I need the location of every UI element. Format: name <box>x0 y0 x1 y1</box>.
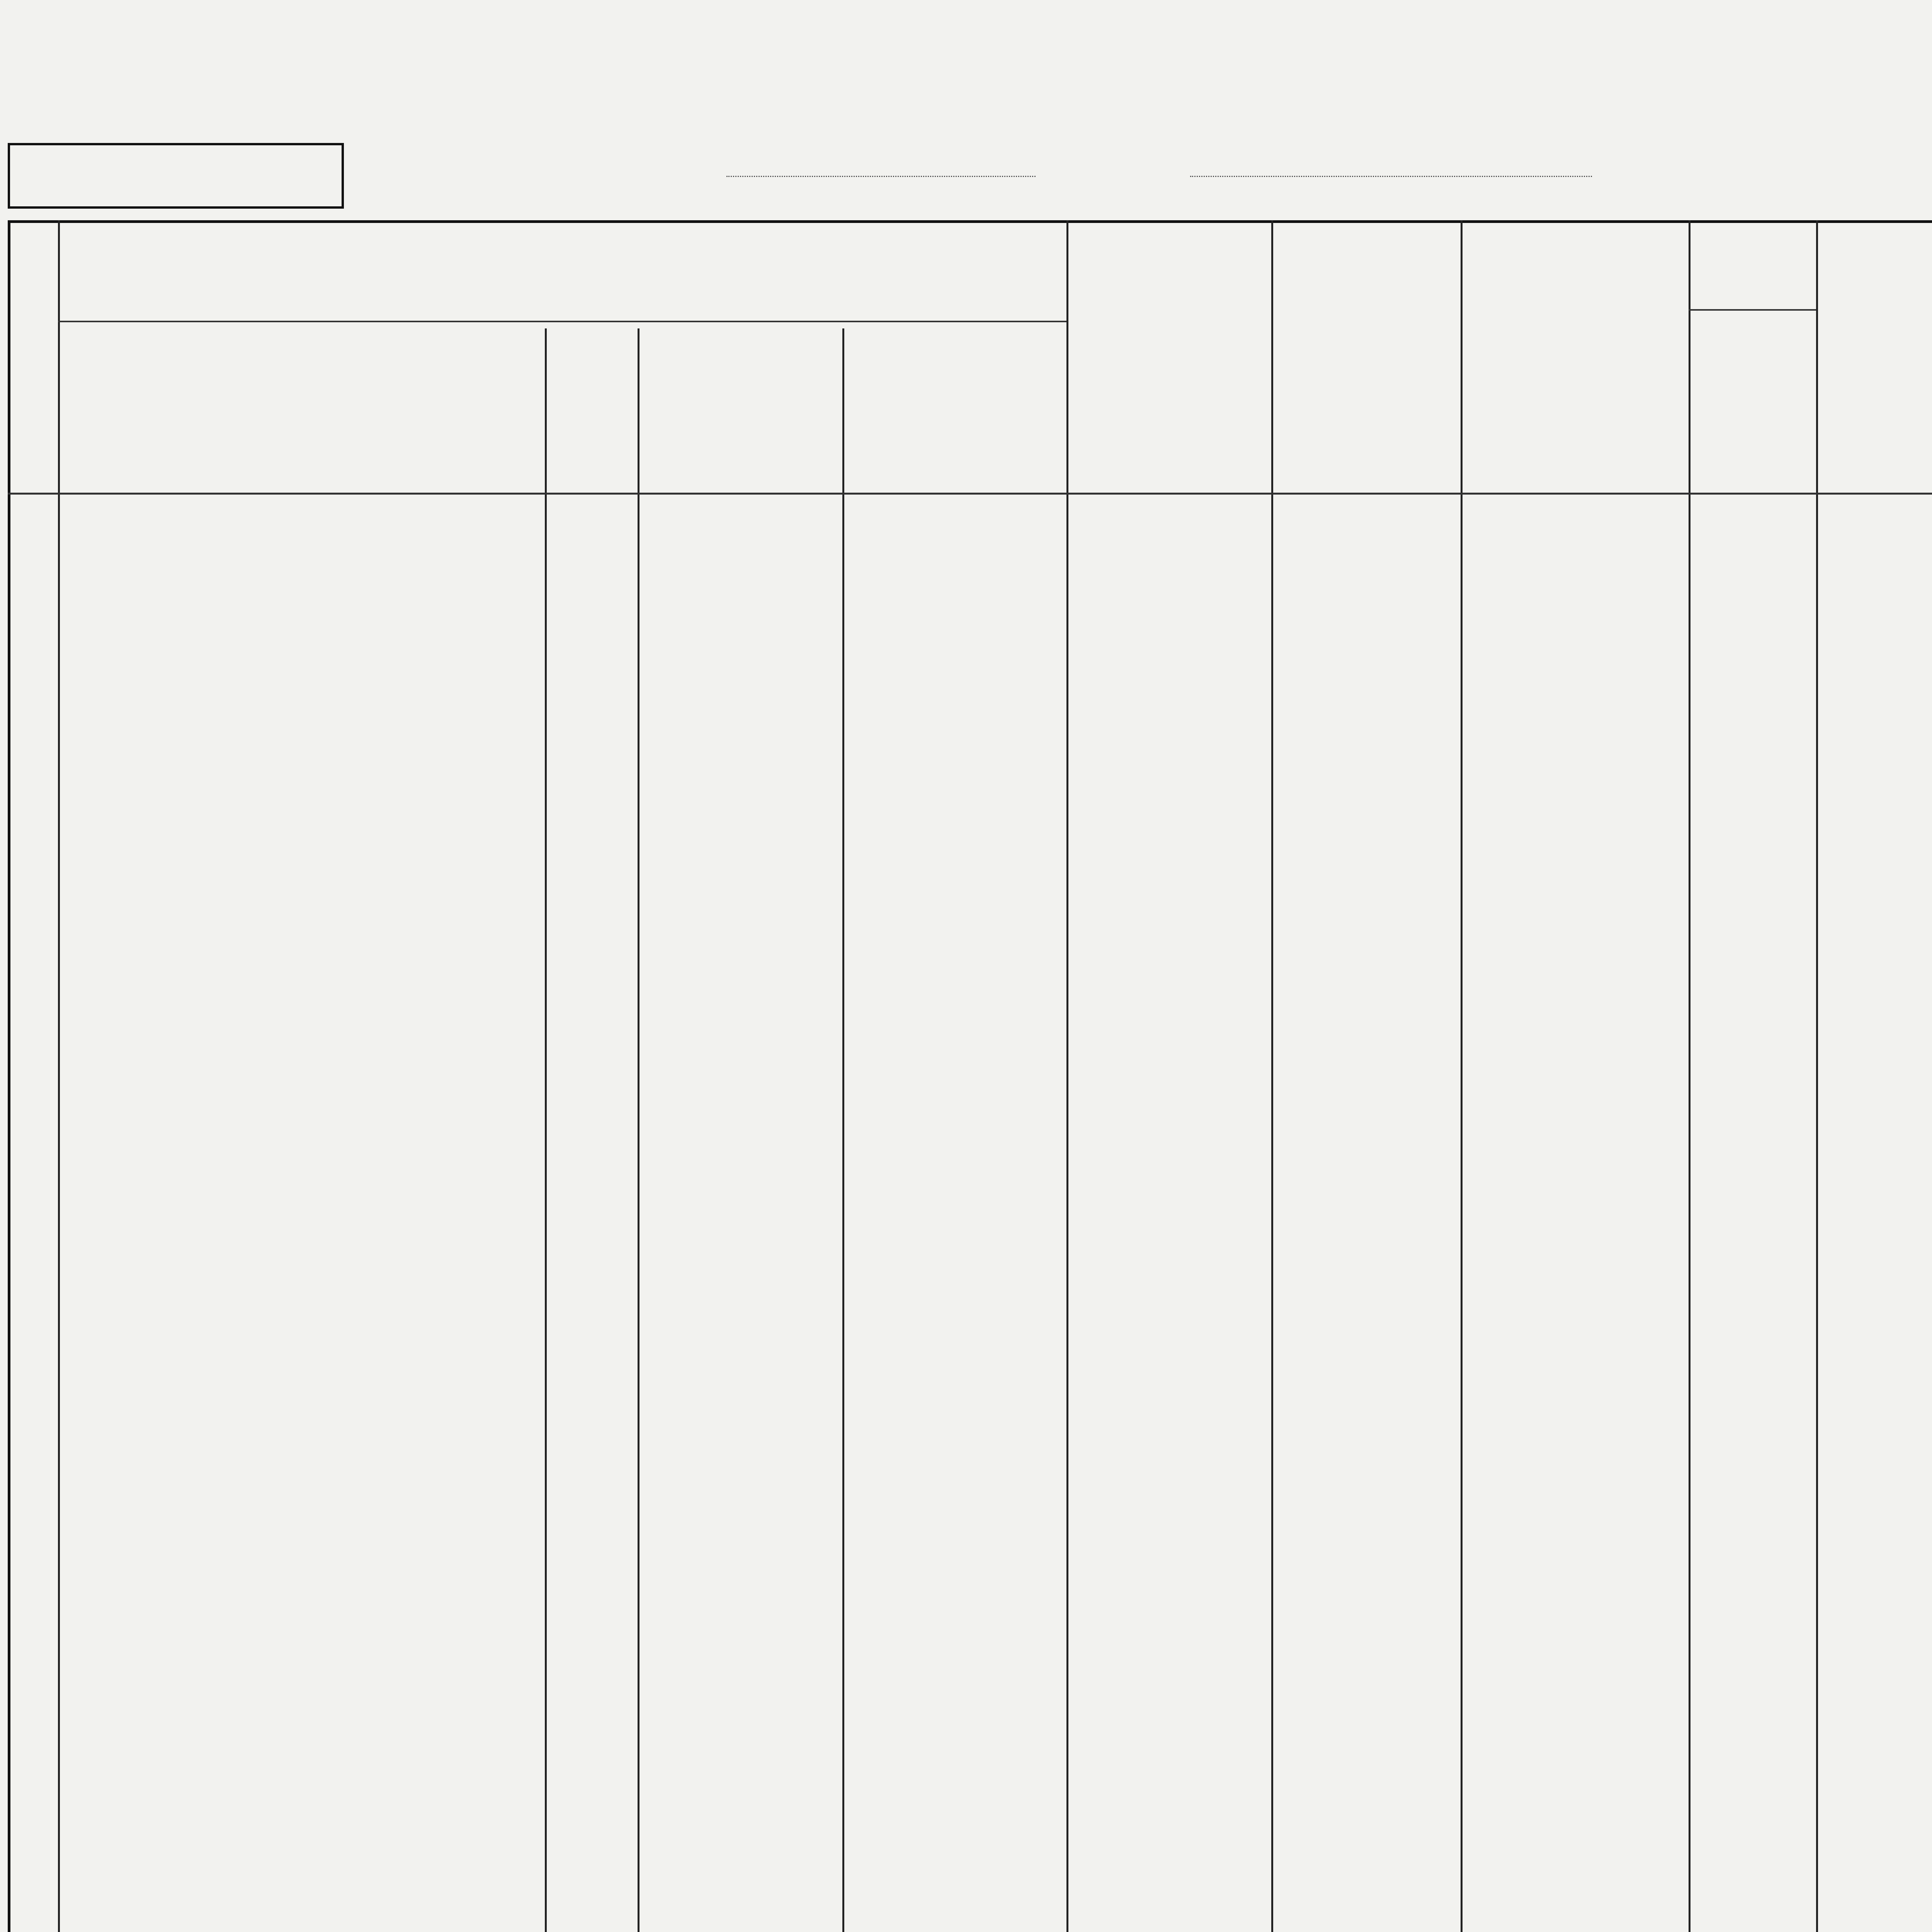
col-line <box>638 328 639 1932</box>
col-line <box>1461 220 1463 1932</box>
col-line <box>1816 220 1818 1932</box>
col-line <box>1271 220 1273 1932</box>
col-line <box>545 328 547 1932</box>
col-line <box>1066 220 1068 1932</box>
main-table <box>8 220 1932 1932</box>
header-sep-personen <box>58 321 1066 322</box>
street-dotline <box>1190 176 1592 177</box>
afdeeling-dotline <box>726 176 1036 177</box>
col-line <box>1689 220 1690 1932</box>
header-sep-verschillende <box>1689 309 1816 311</box>
header-bottom <box>8 493 1932 495</box>
col-line <box>842 328 844 1932</box>
previous-register-box <box>8 143 344 209</box>
col-line <box>58 220 60 1932</box>
